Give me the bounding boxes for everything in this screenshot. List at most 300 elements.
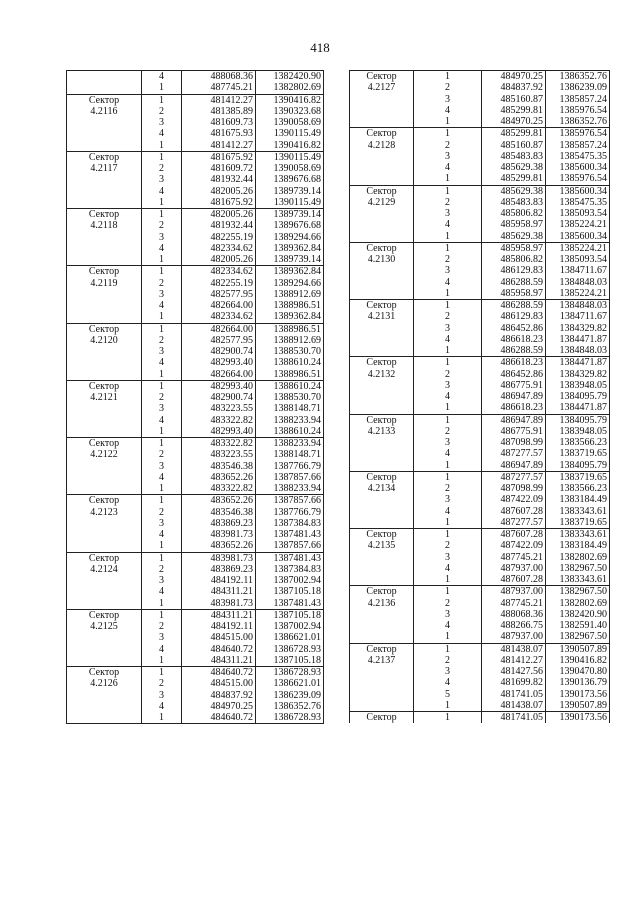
- table-row: [350, 655, 610, 666]
- sector-label-cell: [350, 116, 414, 128]
- coordinate-x-cell: 484640.72: [182, 667, 256, 679]
- point-number-cell: 4: [142, 586, 182, 597]
- point-number-cell: 2: [414, 540, 482, 551]
- table-row: [350, 242, 610, 254]
- coordinates-table-right: [349, 70, 610, 723]
- point-number-cell: 1: [142, 197, 182, 209]
- point-number-cell: 3: [414, 552, 482, 563]
- point-number-cell: 1: [142, 369, 182, 381]
- coordinate-y-cell: 1388986.51: [256, 369, 324, 381]
- table-row: [350, 357, 610, 369]
- point-number-cell: 4: [414, 677, 482, 688]
- coordinate-y-cell: 1387105.18: [256, 655, 324, 667]
- coordinate-x-cell: 482900.74: [182, 346, 256, 357]
- coordinate-y-cell: 1388530.70: [256, 346, 324, 357]
- sector-label-cell: [350, 380, 414, 391]
- coordinate-y-cell: 1386621.01: [256, 678, 324, 689]
- sector-label-cell: Сектор: [350, 712, 414, 724]
- point-number-cell: 4: [142, 300, 182, 311]
- table-row: [67, 335, 324, 346]
- point-number-cell: 3: [142, 403, 182, 414]
- point-number-cell: 1: [414, 173, 482, 185]
- coordinate-y-cell: 1384471.87: [546, 334, 610, 345]
- point-number-cell: 1: [414, 116, 482, 128]
- point-number-cell: 1: [142, 266, 182, 278]
- coordinate-x-cell: 484515.00: [182, 632, 256, 643]
- coordinate-y-cell: 1389739.14: [256, 186, 324, 197]
- point-number-cell: 1: [414, 300, 482, 312]
- coordinate-y-cell: 1386352.76: [256, 701, 324, 712]
- sector-label-cell: [350, 609, 414, 620]
- sector-label-cell: [350, 162, 414, 173]
- coordinate-x-cell: 483981.73: [182, 598, 256, 610]
- point-number-cell: 4: [142, 243, 182, 254]
- coordinate-x-cell: 484515.00: [182, 678, 256, 689]
- sector-label-cell: [67, 540, 142, 552]
- point-number-cell: 3: [142, 632, 182, 643]
- sector-label-cell: Сектор: [350, 242, 414, 254]
- table-row: [67, 609, 324, 621]
- coordinate-y-cell: 1389294.66: [256, 232, 324, 243]
- table-row: [67, 254, 324, 266]
- sector-label-cell: [350, 323, 414, 334]
- point-number-cell: 4: [414, 448, 482, 459]
- table-row: [350, 563, 610, 574]
- coordinate-y-cell: 1388233.94: [256, 415, 324, 426]
- sector-label-cell: [350, 219, 414, 230]
- coordinate-x-cell: 482255.19: [182, 278, 256, 289]
- table-row: [67, 667, 324, 679]
- sector-label-cell: [350, 448, 414, 459]
- point-number-cell: 3: [414, 94, 482, 105]
- page-number: 418: [310, 40, 330, 55]
- coordinate-y-cell: 1389294.66: [256, 278, 324, 289]
- point-number-cell: 1: [142, 426, 182, 438]
- coordinate-y-cell: 1385093.54: [546, 254, 610, 265]
- table-row: [67, 598, 324, 610]
- point-number-cell: 1: [142, 151, 182, 163]
- table-row: [350, 231, 610, 243]
- table-row: [350, 666, 610, 677]
- table-row: [67, 117, 324, 128]
- coordinate-y-cell: 1386728.93: [256, 712, 324, 724]
- table-row: [350, 94, 610, 105]
- coordinate-y-cell: 1387384.83: [256, 518, 324, 529]
- table-row: [350, 517, 610, 529]
- coordinate-x-cell: 482577.95: [182, 335, 256, 346]
- table-row: [350, 323, 610, 334]
- coordinate-x-cell: 481438.07: [482, 700, 546, 712]
- table-row: [350, 437, 610, 448]
- coordinate-x-cell: 483223.55: [182, 403, 256, 414]
- coordinate-x-cell: 483546.38: [182, 461, 256, 472]
- coordinate-x-cell: 482005.26: [182, 254, 256, 266]
- coordinate-x-cell: 486129.83: [482, 311, 546, 322]
- sector-label-cell: [67, 655, 142, 667]
- coordinate-y-cell: 1387481.43: [256, 552, 324, 564]
- coordinate-x-cell: 486288.59: [482, 345, 546, 357]
- coordinate-x-cell: 487098.99: [482, 483, 546, 494]
- coordinate-y-cell: 1386239.09: [256, 690, 324, 701]
- coordinate-y-cell: 1383343.61: [546, 574, 610, 586]
- sector-label-cell: [350, 437, 414, 448]
- coordinate-y-cell: 1388986.51: [256, 323, 324, 335]
- coordinate-y-cell: 1383719.65: [546, 517, 610, 529]
- coordinate-x-cell: 481741.05: [482, 712, 546, 724]
- point-number-cell: 2: [142, 678, 182, 689]
- sector-label-cell: 4.2133: [350, 426, 414, 437]
- point-number-cell: 1: [414, 586, 482, 598]
- point-number-cell: 1: [414, 529, 482, 541]
- coordinate-x-cell: 487422.09: [482, 540, 546, 551]
- table-row: [67, 438, 324, 450]
- coordinate-x-cell: 482993.40: [182, 357, 256, 368]
- point-number-cell: 4: [142, 71, 182, 83]
- table-row: [67, 495, 324, 507]
- point-number-cell: 1: [142, 667, 182, 679]
- coordinate-y-cell: 1390115.49: [256, 151, 324, 163]
- point-number-cell: 1: [142, 82, 182, 94]
- coordinate-x-cell: 482993.40: [182, 380, 256, 392]
- sector-label-cell: [350, 391, 414, 402]
- coordinate-y-cell: 1388148.71: [256, 449, 324, 460]
- sector-label-cell: [67, 243, 142, 254]
- sector-label-cell: [350, 563, 414, 574]
- coordinate-y-cell: 1384711.67: [546, 311, 610, 322]
- table-row: [67, 300, 324, 311]
- table-row: [350, 414, 610, 426]
- point-number-cell: 3: [414, 265, 482, 276]
- table-row: [350, 426, 610, 437]
- table-row: [67, 346, 324, 357]
- sector-label-cell: [67, 575, 142, 586]
- sector-label-cell: [67, 598, 142, 610]
- table-row: [67, 690, 324, 701]
- table-row: [350, 265, 610, 276]
- coordinate-x-cell: 482334.62: [182, 311, 256, 323]
- coordinate-x-cell: 482664.00: [182, 300, 256, 311]
- coordinate-y-cell: 1387766.79: [256, 507, 324, 518]
- point-number-cell: 1: [142, 438, 182, 450]
- coordinate-y-cell: 1383948.05: [546, 380, 610, 391]
- point-number-cell: 3: [142, 575, 182, 586]
- point-number-cell: 4: [414, 219, 482, 230]
- point-number-cell: 3: [414, 437, 482, 448]
- table-row: [350, 197, 610, 208]
- sector-label-cell: [350, 288, 414, 300]
- sector-label-cell: 4.2120: [67, 335, 142, 346]
- table-row: [350, 162, 610, 173]
- point-number-cell: 1: [142, 655, 182, 667]
- coordinate-y-cell: 1388610.24: [256, 380, 324, 392]
- table-row: [350, 185, 610, 197]
- coordinate-x-cell: 485483.83: [482, 151, 546, 162]
- sector-label-cell: 4.2131: [350, 311, 414, 322]
- coordinate-y-cell: 1385857.24: [546, 94, 610, 105]
- coordinate-y-cell: 1390416.82: [256, 140, 324, 152]
- point-number-cell: 1: [414, 242, 482, 254]
- point-number-cell: 4: [414, 334, 482, 345]
- point-number-cell: 4: [142, 357, 182, 368]
- coordinate-x-cell: 481609.73: [182, 117, 256, 128]
- table-row: [67, 186, 324, 197]
- coordinate-x-cell: 483322.82: [182, 415, 256, 426]
- sector-label-cell: Сектор: [350, 357, 414, 369]
- coordinate-y-cell: 1390058.69: [256, 117, 324, 128]
- coordinate-y-cell: 1390323.68: [256, 106, 324, 117]
- table-row: [67, 243, 324, 254]
- point-number-cell: 1: [414, 460, 482, 472]
- point-number-cell: 1: [142, 323, 182, 335]
- coordinate-y-cell: 1390507.89: [546, 700, 610, 712]
- coordinate-y-cell: 1388233.94: [256, 438, 324, 450]
- coordinate-y-cell: 1383184.49: [546, 494, 610, 505]
- sector-label-cell: [350, 334, 414, 345]
- coordinate-x-cell: 487098.99: [482, 437, 546, 448]
- table-row: [67, 621, 324, 632]
- coordinate-x-cell: 482664.00: [182, 369, 256, 381]
- sector-label-cell: Сектор: [350, 300, 414, 312]
- table-row: [67, 472, 324, 483]
- coordinate-x-cell: 484837.92: [182, 690, 256, 701]
- coordinate-y-cell: 1387857.66: [256, 540, 324, 552]
- sector-label-cell: Сектор: [350, 71, 414, 83]
- coordinate-y-cell: 1385600.34: [546, 231, 610, 243]
- table-row: [67, 128, 324, 139]
- table-row: [67, 151, 324, 163]
- coordinate-x-cell: 484837.92: [482, 82, 546, 93]
- sector-label-cell: [67, 403, 142, 414]
- table-row: [67, 426, 324, 438]
- table-row: [350, 402, 610, 414]
- coordinate-x-cell: 486288.59: [482, 277, 546, 288]
- sector-label-cell: 4.2123: [67, 507, 142, 518]
- table-row: [67, 644, 324, 655]
- sector-label-cell: [67, 140, 142, 152]
- sector-label-cell: [67, 712, 142, 724]
- point-number-cell: 1: [414, 128, 482, 140]
- table-row: [350, 173, 610, 185]
- sector-label-cell: [67, 232, 142, 243]
- coordinate-x-cell: 483652.26: [182, 540, 256, 552]
- coordinate-y-cell: 1384848.03: [546, 277, 610, 288]
- sector-label-cell: 4.2136: [350, 598, 414, 609]
- point-number-cell: 2: [142, 278, 182, 289]
- coordinate-x-cell: 484311.21: [182, 609, 256, 621]
- coordinate-y-cell: 1390136.79: [546, 677, 610, 688]
- coordinate-y-cell: 1383719.65: [546, 448, 610, 459]
- sector-label-cell: [350, 231, 414, 243]
- coordinate-y-cell: 1384329.82: [546, 369, 610, 380]
- sector-label-cell: 4.2124: [67, 564, 142, 575]
- table-row: [350, 586, 610, 598]
- coordinate-x-cell: 486947.89: [482, 460, 546, 472]
- sector-label-cell: [350, 94, 414, 105]
- coordinate-x-cell: 482993.40: [182, 426, 256, 438]
- point-number-cell: 2: [414, 598, 482, 609]
- coordinate-y-cell: 1384095.79: [546, 414, 610, 426]
- sector-label-cell: [67, 311, 142, 323]
- coordinate-y-cell: 1389362.84: [256, 311, 324, 323]
- coordinate-y-cell: 1385857.24: [546, 140, 610, 151]
- coordinate-x-cell: 481932.44: [182, 174, 256, 185]
- coordinate-y-cell: 1388233.94: [256, 483, 324, 495]
- table-row: [67, 71, 324, 83]
- point-number-cell: 1: [142, 609, 182, 621]
- table-row: [350, 689, 610, 700]
- point-number-cell: 2: [142, 335, 182, 346]
- sector-label-cell: Сектор: [67, 209, 142, 221]
- coordinate-y-cell: 1390470.80: [546, 666, 610, 677]
- coordinate-x-cell: 484311.21: [182, 655, 256, 667]
- sector-label-cell: [67, 461, 142, 472]
- sector-label-cell: [67, 197, 142, 209]
- sector-label-cell: Сектор: [67, 552, 142, 564]
- sector-label-cell: Сектор: [67, 495, 142, 507]
- table-row: [350, 105, 610, 116]
- sector-label-cell: [350, 574, 414, 586]
- coordinate-x-cell: 487277.57: [482, 448, 546, 459]
- sector-label-cell: Сектор: [67, 94, 142, 106]
- coordinate-x-cell: 484311.21: [182, 586, 256, 597]
- point-number-cell: 4: [414, 506, 482, 517]
- coordinate-x-cell: 486129.83: [482, 265, 546, 276]
- point-number-cell: 1: [414, 700, 482, 712]
- point-number-cell: 1: [142, 540, 182, 552]
- coordinate-y-cell: 1390058.69: [256, 163, 324, 174]
- point-number-cell: 3: [142, 117, 182, 128]
- coordinate-x-cell: 487422.09: [482, 494, 546, 505]
- point-number-cell: 2: [142, 564, 182, 575]
- sector-label-cell: [67, 254, 142, 266]
- sector-label-cell: 4.2121: [67, 392, 142, 403]
- sector-label-cell: 4.2122: [67, 449, 142, 460]
- table-row: [350, 71, 610, 83]
- coordinate-x-cell: 482255.19: [182, 232, 256, 243]
- coordinate-y-cell: 1390115.49: [256, 128, 324, 139]
- coordinate-x-cell: 482664.00: [182, 323, 256, 335]
- coordinate-y-cell: 1386352.76: [546, 71, 610, 83]
- sector-label-cell: [350, 208, 414, 219]
- coordinate-y-cell: 1385976.54: [546, 128, 610, 140]
- sector-label-cell: [67, 586, 142, 597]
- sector-label-cell: [67, 82, 142, 94]
- coordinate-x-cell: 483546.38: [182, 507, 256, 518]
- point-number-cell: 2: [142, 163, 182, 174]
- coordinate-x-cell: 487937.00: [482, 563, 546, 574]
- coordinate-x-cell: 486947.89: [482, 414, 546, 426]
- coordinate-x-cell: 487745.21: [182, 82, 256, 94]
- coordinate-y-cell: 1388530.70: [256, 392, 324, 403]
- sector-label-cell: [67, 71, 142, 83]
- point-number-cell: 2: [414, 483, 482, 494]
- sector-label-cell: [67, 289, 142, 300]
- coordinate-x-cell: 485299.81: [482, 173, 546, 185]
- table-row: [350, 712, 610, 724]
- table-row: [350, 506, 610, 517]
- table-row: [67, 266, 324, 278]
- coordinate-y-cell: 1387105.18: [256, 609, 324, 621]
- point-number-cell: 4: [414, 105, 482, 116]
- coordinate-y-cell: 1386352.76: [546, 116, 610, 128]
- coordinate-y-cell: 1384711.67: [546, 265, 610, 276]
- table-row: [67, 461, 324, 472]
- sector-label-cell: [67, 518, 142, 529]
- coordinate-y-cell: 1382967.50: [546, 631, 610, 643]
- point-number-cell: 1: [414, 402, 482, 414]
- coordinate-y-cell: 1387481.43: [256, 598, 324, 610]
- coordinate-y-cell: 1388148.71: [256, 403, 324, 414]
- point-number-cell: 2: [142, 621, 182, 632]
- table-row: [350, 540, 610, 551]
- table-row: [350, 82, 610, 93]
- coordinate-y-cell: 1390416.82: [546, 655, 610, 666]
- point-number-cell: 3: [414, 494, 482, 505]
- sector-label-cell: Сектор: [67, 266, 142, 278]
- coordinate-x-cell: 483652.26: [182, 472, 256, 483]
- coordinate-x-cell: 483869.23: [182, 518, 256, 529]
- point-number-cell: 3: [142, 232, 182, 243]
- coordinate-y-cell: 1385224.21: [546, 242, 610, 254]
- point-number-cell: 1: [414, 345, 482, 357]
- coordinate-x-cell: 481675.92: [182, 151, 256, 163]
- point-number-cell: 2: [142, 507, 182, 518]
- coordinate-x-cell: 486452.86: [482, 323, 546, 334]
- table-row: [67, 507, 324, 518]
- table-row: [350, 300, 610, 312]
- coordinate-x-cell: 487937.00: [482, 631, 546, 643]
- point-number-cell: 1: [414, 631, 482, 643]
- sector-label-cell: [67, 357, 142, 368]
- coordinate-y-cell: 1387384.83: [256, 564, 324, 575]
- table-row: [350, 380, 610, 391]
- point-number-cell: 1: [142, 209, 182, 221]
- sector-label-cell: [67, 300, 142, 311]
- coordinate-x-cell: 486775.91: [482, 380, 546, 391]
- table-row: [67, 220, 324, 231]
- point-number-cell: 1: [414, 71, 482, 83]
- coordinate-x-cell: 485958.97: [482, 242, 546, 254]
- coordinate-y-cell: 1383343.61: [546, 506, 610, 517]
- coordinate-y-cell: 1384095.79: [546, 391, 610, 402]
- table-row: [350, 552, 610, 563]
- table-row: [350, 151, 610, 162]
- table-row: [350, 345, 610, 357]
- sector-label-cell: 4.2134: [350, 483, 414, 494]
- table-row: [67, 163, 324, 174]
- table-row: [67, 392, 324, 403]
- sector-label-cell: Сектор: [350, 414, 414, 426]
- table-row: [67, 357, 324, 368]
- coordinate-x-cell: 481412.27: [182, 94, 256, 106]
- coordinate-x-cell: 481427.56: [482, 666, 546, 677]
- point-number-cell: 1: [142, 483, 182, 495]
- point-number-cell: 1: [414, 414, 482, 426]
- coordinate-x-cell: 488266.75: [482, 620, 546, 631]
- sector-label-cell: [350, 402, 414, 414]
- coordinate-x-cell: 485629.38: [482, 231, 546, 243]
- coordinate-x-cell: 487607.28: [482, 574, 546, 586]
- coordinate-x-cell: 486947.89: [482, 391, 546, 402]
- coordinate-y-cell: 1387857.66: [256, 472, 324, 483]
- sector-label-cell: [350, 552, 414, 563]
- coordinate-y-cell: 1387766.79: [256, 461, 324, 472]
- coordinate-y-cell: 1390115.49: [256, 197, 324, 209]
- point-number-cell: 1: [414, 231, 482, 243]
- coordinate-y-cell: 1388610.24: [256, 426, 324, 438]
- coordinate-x-cell: 485160.87: [482, 140, 546, 151]
- sector-label-cell: 4.2119: [67, 278, 142, 289]
